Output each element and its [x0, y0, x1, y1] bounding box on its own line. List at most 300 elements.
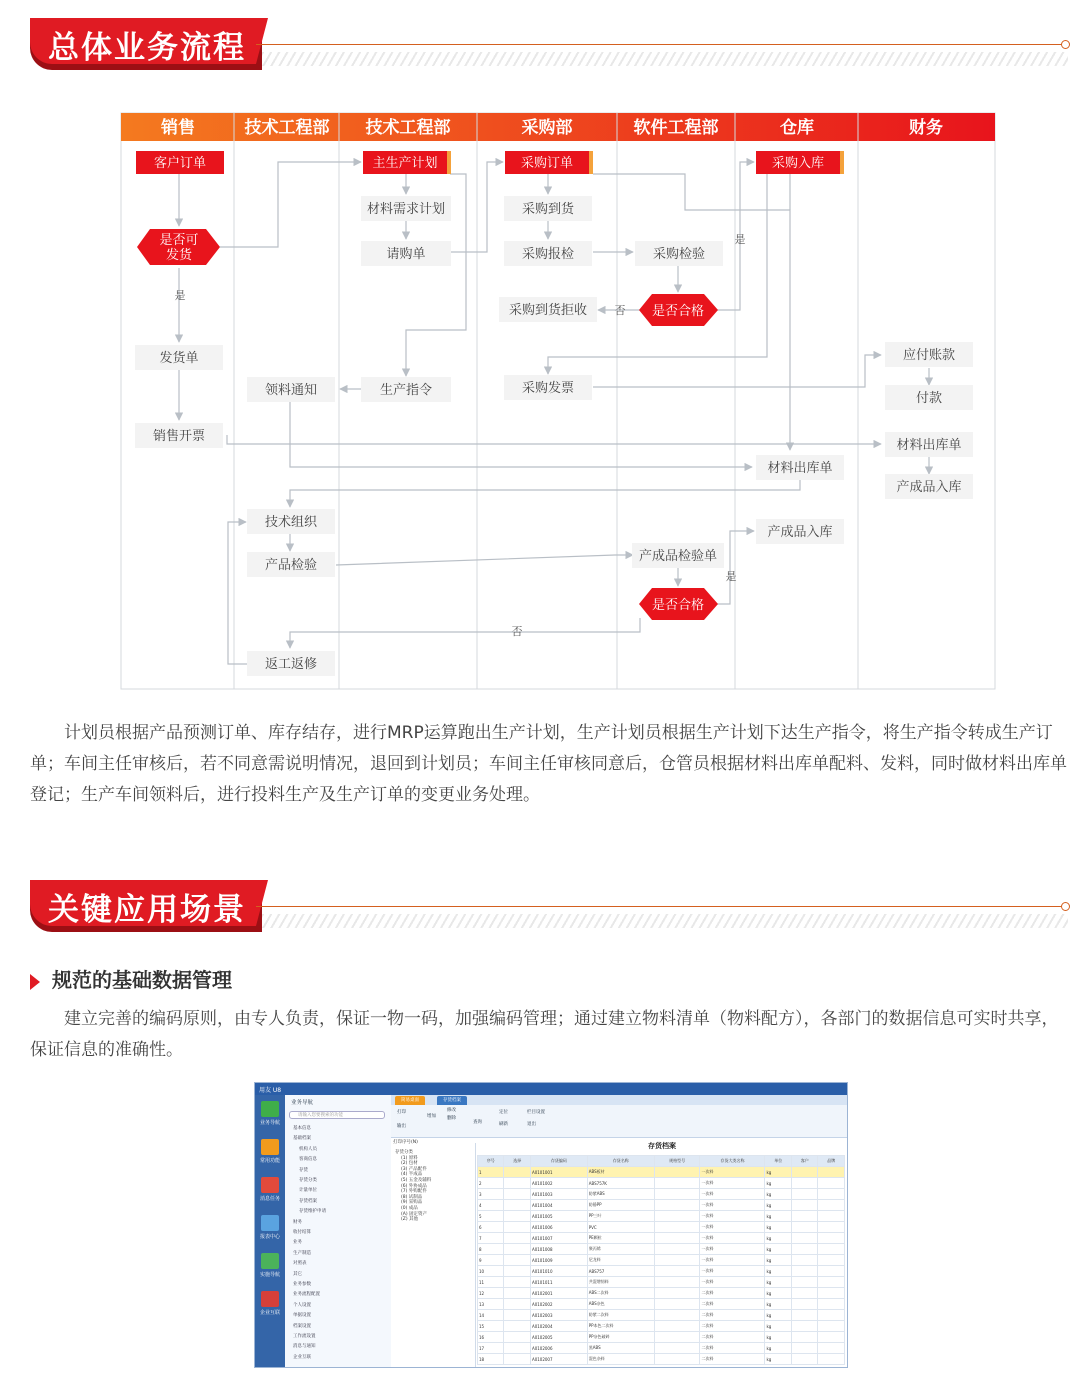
- table-cell: 1: [478, 1167, 504, 1178]
- column-header[interactable]: 品牌: [818, 1156, 845, 1167]
- table-cell: kg: [765, 1321, 791, 1332]
- banner-dot-2: [1061, 902, 1070, 911]
- table-cell: [654, 1222, 700, 1233]
- table-cell: [504, 1288, 530, 1299]
- tree-item[interactable]: (0) 成品: [401, 1206, 418, 1211]
- nav-item[interactable]: 存货维护申请: [299, 1209, 326, 1215]
- node-payable-label: 应付账款: [902, 348, 956, 363]
- table-cell: [818, 1255, 845, 1266]
- table-row[interactable]: [478, 1255, 845, 1266]
- table-cell: kg: [765, 1233, 791, 1244]
- table-cell: [654, 1266, 700, 1277]
- table-cell: 3: [478, 1189, 504, 1200]
- table-cell: [791, 1343, 817, 1354]
- star-icon: [261, 1139, 279, 1155]
- table-cell: kg: [765, 1255, 791, 1266]
- left-item-3-label: 报表中心: [259, 1234, 280, 1240]
- app-tabs: [391, 1095, 847, 1105]
- table-cell: A0102004: [530, 1321, 587, 1332]
- table-cell: 11: [478, 1277, 504, 1288]
- column-header[interactable]: 单位: [765, 1156, 791, 1167]
- table-cell: 一次料: [700, 1222, 765, 1233]
- node-purchase-order-label: 采购订单: [520, 156, 574, 171]
- decision-qualified-2-label: 是否合格: [651, 598, 705, 613]
- table-cell: [791, 1233, 817, 1244]
- column-header[interactable]: 存货名称: [587, 1156, 654, 1167]
- node-purchase-inbound-accent: [840, 151, 844, 174]
- category-tree: [391, 1140, 476, 1367]
- table-cell: [818, 1277, 845, 1288]
- table-cell: [791, 1354, 817, 1365]
- table-cell: 一次料: [700, 1200, 765, 1211]
- table-cell: [791, 1178, 817, 1189]
- nav-item[interactable]: 业务流程配置: [293, 1292, 320, 1298]
- node-master-plan-accent: [447, 151, 451, 174]
- table-cell: [818, 1211, 845, 1222]
- table-cell: [504, 1189, 530, 1200]
- table-cell: [654, 1321, 700, 1332]
- table-cell: 二次料: [700, 1354, 765, 1365]
- left-item-4-label: 实施导航: [259, 1272, 280, 1278]
- table-cell: [654, 1299, 700, 1310]
- software-screenshot: [254, 1082, 848, 1368]
- table-row[interactable]: [478, 1167, 845, 1178]
- table-cell: [791, 1321, 817, 1332]
- table-cell: [818, 1310, 845, 1321]
- tree-item[interactable]: (4) 半成品: [401, 1172, 423, 1178]
- left-item-2[interactable]: [259, 1177, 281, 1205]
- table-cell: [791, 1310, 817, 1321]
- lane-head-warehouse: 仓库: [780, 118, 814, 138]
- lane-head-finance: 财务: [909, 118, 943, 138]
- table-cell: [791, 1167, 817, 1178]
- table-cell: A0102002: [530, 1299, 587, 1310]
- app-left-bar: [255, 1095, 285, 1367]
- toolbar-add[interactable]: 增加: [427, 1114, 436, 1119]
- table-header-row: [478, 1156, 845, 1167]
- table-cell: [818, 1233, 845, 1244]
- node-material-outbound-wh-label: 材料出库单: [767, 461, 833, 476]
- nav-item[interactable]: 生产制造: [293, 1250, 311, 1256]
- table-cell: [791, 1277, 817, 1288]
- column-header[interactable]: 客户: [791, 1156, 817, 1167]
- table-cell: A0102007: [530, 1354, 587, 1365]
- node-master-plan-label: 主生产计划: [372, 156, 438, 171]
- table-row[interactable]: [478, 1332, 845, 1343]
- table-cell: 5: [478, 1211, 504, 1222]
- inventory-grid: [477, 1139, 847, 1367]
- table-cell: [791, 1211, 817, 1222]
- table-cell: [654, 1255, 700, 1266]
- table-cell: 2: [478, 1178, 504, 1189]
- nav-item[interactable]: 财务: [293, 1219, 302, 1225]
- table-row[interactable]: [478, 1211, 845, 1222]
- label-no-qualified-1: 否: [614, 304, 626, 317]
- table-cell: [654, 1343, 700, 1354]
- table-cell: 一次料: [700, 1266, 765, 1277]
- nav-item[interactable]: 存货: [299, 1167, 308, 1173]
- table-cell: 14: [478, 1310, 504, 1321]
- guide-icon: [261, 1253, 279, 1269]
- table-cell: [504, 1233, 530, 1244]
- table-row[interactable]: [478, 1299, 845, 1310]
- inventory-table: [477, 1155, 845, 1365]
- table-cell: [791, 1332, 817, 1343]
- nav-item[interactable]: 消息与通知: [293, 1344, 316, 1350]
- nav-item[interactable]: 机构人员: [299, 1146, 317, 1152]
- left-item-3[interactable]: [259, 1215, 281, 1243]
- lane-head-tech2: 技术工程部: [365, 118, 451, 138]
- table-cell: 一次料: [700, 1211, 765, 1222]
- toolbar-exit[interactable]: 退出: [527, 1122, 536, 1127]
- tree-item[interactable]: (3) 产品配件: [401, 1166, 427, 1172]
- table-cell: [818, 1343, 845, 1354]
- table-cell: [791, 1244, 817, 1255]
- table-cell: A0102006: [530, 1343, 587, 1354]
- app-title-bar: [255, 1083, 847, 1095]
- toolbar-columns[interactable]: 栏目设置: [527, 1110, 545, 1115]
- left-item-0[interactable]: [259, 1101, 281, 1129]
- node-sales-invoice-label: 销售开票: [152, 429, 206, 444]
- table-cell: 17: [478, 1343, 504, 1354]
- table-cell: 防紫ABS: [587, 1189, 654, 1200]
- table-cell: kg: [765, 1299, 791, 1310]
- table-cell: A0101008: [530, 1244, 587, 1255]
- column-header[interactable]: 规格型号: [654, 1156, 700, 1167]
- table-cell: [654, 1288, 700, 1299]
- table-row[interactable]: [478, 1222, 845, 1233]
- tree-item[interactable]: (7) 外购配件: [401, 1189, 427, 1195]
- toolbar-locate[interactable]: 定位: [499, 1110, 508, 1115]
- table-cell: [654, 1277, 700, 1288]
- table-cell: kg: [765, 1167, 791, 1178]
- table-cell: ABS757K: [587, 1178, 654, 1189]
- table-cell: [818, 1266, 845, 1277]
- table-cell: 尼龙料: [587, 1255, 654, 1266]
- node-rework-label: 返工返修: [264, 657, 318, 672]
- section-banner-scenarios: [0, 880, 1080, 942]
- table-cell: A0102001: [530, 1288, 587, 1299]
- table-cell: [818, 1321, 845, 1332]
- tree-title: 打印序号(N): [393, 1140, 418, 1145]
- column-header[interactable]: 选择: [504, 1156, 530, 1167]
- toolbar-query[interactable]: 查询: [473, 1120, 482, 1125]
- table-row[interactable]: [478, 1354, 845, 1365]
- table-cell: 8: [478, 1244, 504, 1255]
- lane-head-sales: 销售: [161, 118, 195, 138]
- table-cell: A0101011: [530, 1277, 587, 1288]
- column-header[interactable]: 序号: [478, 1156, 504, 1167]
- table-cell: A0101007: [530, 1233, 587, 1244]
- decision-can-ship-line2: 发货: [165, 248, 193, 263]
- table-cell: [791, 1189, 817, 1200]
- table-cell: ABS二次料: [587, 1288, 654, 1299]
- table-row[interactable]: [478, 1310, 845, 1321]
- table-row[interactable]: [478, 1233, 845, 1244]
- table-cell: 10: [478, 1266, 504, 1277]
- table-cell: [654, 1354, 700, 1365]
- node-payment-label: 付款: [915, 391, 943, 406]
- node-product-inbound-wh-label: 产成品入库: [767, 525, 833, 540]
- table-cell: 4: [478, 1200, 504, 1211]
- message-icon: [261, 1177, 279, 1193]
- table-cell: kg: [765, 1266, 791, 1277]
- table-cell: [818, 1178, 845, 1189]
- toolbar-delete[interactable]: 删除: [447, 1116, 456, 1121]
- node-product-inspection-label: 产品检验: [264, 558, 318, 573]
- nav-item[interactable]: 存货档案: [299, 1198, 317, 1204]
- table-cell: [504, 1354, 530, 1365]
- nav-item[interactable]: 基本信息: [293, 1126, 311, 1131]
- table-cell: 混色杂料: [587, 1354, 654, 1365]
- table-cell: 二次料: [700, 1332, 765, 1343]
- left-item-5[interactable]: [259, 1291, 281, 1319]
- node-delivery-note-label: 发货单: [159, 351, 199, 366]
- tree-item[interactable]: (9) 采购品: [401, 1200, 423, 1206]
- banner-line-2: [256, 906, 1068, 907]
- node-mrp-label: 材料需求计划: [366, 202, 446, 217]
- toolbar-refresh[interactable]: 刷新: [499, 1122, 508, 1127]
- table-cell: kg: [765, 1244, 791, 1255]
- table-cell: [791, 1255, 817, 1266]
- nav-item[interactable]: 业务参数: [293, 1282, 311, 1287]
- node-purchase-check-label: 采购检验: [652, 247, 706, 262]
- table-cell: [504, 1244, 530, 1255]
- table-cell: [504, 1200, 530, 1211]
- table-row[interactable]: [478, 1266, 845, 1277]
- table-body: [478, 1167, 845, 1365]
- table-cell: 聚丙烯: [587, 1244, 654, 1255]
- subheading-basic-data: [30, 964, 232, 993]
- table-cell: 9: [478, 1255, 504, 1266]
- table-cell: [654, 1233, 700, 1244]
- table-cell: [791, 1299, 817, 1310]
- table-cell: 共混增韧料: [587, 1277, 654, 1288]
- table-cell: [504, 1266, 530, 1277]
- table-cell: kg: [765, 1277, 791, 1288]
- node-purchase-arrival-label: 采购到货: [521, 202, 575, 217]
- node-material-notice-label: 领料通知: [264, 383, 318, 398]
- table-cell: [654, 1310, 700, 1321]
- table-cell: 13: [478, 1299, 504, 1310]
- node-purchase-invoice-label: 采购发票: [521, 381, 575, 396]
- table-cell: 防静PP: [587, 1200, 654, 1211]
- table-cell: A0101003: [530, 1189, 587, 1200]
- table-cell: [818, 1288, 845, 1299]
- table-cell: 二次料: [700, 1310, 765, 1321]
- nav-item[interactable]: 业务: [293, 1240, 302, 1246]
- nav-item[interactable]: 基础档案: [293, 1136, 311, 1142]
- table-cell: [818, 1332, 845, 1343]
- table-cell: A0101009: [530, 1255, 587, 1266]
- table-cell: [818, 1222, 845, 1233]
- subheading-text: 规范的基础数据管理: [52, 968, 232, 992]
- lane-head-purchase: 采购部: [521, 118, 573, 138]
- table-cell: kg: [765, 1211, 791, 1222]
- tree-item[interactable]: (8) 试制品: [401, 1194, 423, 1200]
- table-row[interactable]: [478, 1343, 845, 1354]
- table-cell: kg: [765, 1178, 791, 1189]
- nav-item[interactable]: 存货分类: [299, 1178, 317, 1183]
- table-cell: [791, 1266, 817, 1277]
- tab-desktop[interactable]: 简易桌面: [395, 1096, 425, 1105]
- node-production-order-label: 生产指令: [379, 383, 433, 398]
- table-cell: [504, 1178, 530, 1189]
- left-item-2-label: 消息任务: [259, 1196, 280, 1202]
- table-cell: [504, 1255, 530, 1266]
- paragraph-basic-data: 建立完善的编码原则，由专人负责，保证一物一码，加强编码管理；通过建立物料清单（物料配方），各部门的数据信息可实时共享，保证信息的准确性。: [30, 1009, 1059, 1060]
- table-cell: 二次料: [700, 1321, 765, 1332]
- table-cell: [818, 1189, 845, 1200]
- table-cell: [654, 1244, 700, 1255]
- table-cell: PP本色二次料: [587, 1321, 654, 1332]
- app-main: [391, 1095, 847, 1367]
- left-item-4[interactable]: [259, 1253, 281, 1281]
- table-cell: A0101001: [530, 1167, 587, 1178]
- table-cell: [818, 1354, 845, 1365]
- section-title-process: 总体业务流程: [48, 30, 246, 66]
- table-cell: ABS杂色: [587, 1299, 654, 1310]
- table-cell: [791, 1288, 817, 1299]
- toolbar-edit[interactable]: 修改: [447, 1108, 456, 1113]
- table-cell: [504, 1277, 530, 1288]
- tree-item[interactable]: (2) 包材: [401, 1161, 418, 1167]
- table-cell: kg: [765, 1288, 791, 1299]
- table-cell: PVC: [587, 1222, 654, 1233]
- table-row[interactable]: [478, 1178, 845, 1189]
- tree-item[interactable]: (Z) 其他: [401, 1217, 419, 1223]
- tree-item[interactable]: (A) 固定资产: [401, 1211, 428, 1217]
- table-cell: [654, 1332, 700, 1343]
- table-cell: [654, 1189, 700, 1200]
- tree-item[interactable]: (6) 外协成品: [401, 1183, 427, 1189]
- nav-item[interactable]: 其它: [293, 1271, 302, 1277]
- table-cell: [818, 1200, 845, 1211]
- table-row[interactable]: [478, 1200, 845, 1211]
- connect-icon: [261, 1291, 279, 1307]
- nav-item[interactable]: 企业互联: [293, 1354, 311, 1360]
- node-material-outbound-fin-label: 材料出库单: [896, 438, 962, 453]
- toolbar-print[interactable]: 打印: [397, 1110, 406, 1115]
- table-cell: [504, 1310, 530, 1321]
- table-cell: ABS757: [587, 1266, 654, 1277]
- toolbar-export[interactable]: 输出: [397, 1124, 406, 1129]
- table-cell: 一次料: [700, 1244, 765, 1255]
- table-cell: [504, 1343, 530, 1354]
- tree-item[interactable]: (5) 五金及辅料: [401, 1178, 432, 1183]
- table-cell: 一次料: [700, 1277, 765, 1288]
- left-item-0-label: 业务导航: [259, 1120, 280, 1126]
- tree-item[interactable]: 存货分类: [395, 1150, 413, 1155]
- table-row[interactable]: [478, 1277, 845, 1288]
- node-tech-org-label: 技术组织: [264, 515, 318, 530]
- table-row[interactable]: [478, 1189, 845, 1200]
- decision-can-ship-line1: 是否可: [159, 233, 199, 248]
- grid-icon: [261, 1101, 279, 1117]
- nav-item[interactable]: 档案设置: [293, 1323, 311, 1329]
- table-cell: A0102003: [530, 1310, 587, 1321]
- tab-inventory[interactable]: 存货档案: [437, 1096, 467, 1105]
- decision-qualified-1-label: 是否合格: [651, 304, 705, 319]
- table-cell: [504, 1222, 530, 1233]
- nav-item[interactable]: 单据设置: [293, 1313, 311, 1319]
- table-cell: kg: [765, 1200, 791, 1211]
- table-cell: [654, 1211, 700, 1222]
- banner-pattern-2: [262, 914, 1068, 928]
- left-item-1-label: 常用功能: [259, 1158, 280, 1164]
- table-cell: PP杂色破碎: [587, 1332, 654, 1343]
- table-row[interactable]: [478, 1321, 845, 1332]
- table-cell: 防紫二次料: [587, 1310, 654, 1321]
- table-cell: [654, 1167, 700, 1178]
- nav-search-input[interactable]: 请输入您要搜索的功能: [289, 1111, 385, 1119]
- table-cell: [504, 1211, 530, 1222]
- table-row[interactable]: [478, 1244, 845, 1255]
- table-cell: 二次料: [700, 1299, 765, 1310]
- table-cell: A0101006: [530, 1222, 587, 1233]
- label-yes-qualified-1: 是: [734, 233, 746, 246]
- table-cell: A0101004: [530, 1200, 587, 1211]
- table-cell: A0101002: [530, 1178, 587, 1189]
- node-purchase-order-accent: [589, 151, 593, 174]
- table-cell: 二次料: [700, 1343, 765, 1354]
- table-cell: kg: [765, 1310, 791, 1321]
- node-purchase-report-label: 采购报检: [521, 247, 575, 262]
- lane-head-tech1: 技术工程部: [244, 118, 330, 138]
- table-cell: 6: [478, 1222, 504, 1233]
- table-cell: [654, 1178, 700, 1189]
- label-no-qualified-2: 否: [511, 625, 523, 638]
- table-cell: [818, 1299, 845, 1310]
- nav-item[interactable]: 对照表: [293, 1261, 307, 1267]
- nav-item[interactable]: 工作流设置: [293, 1334, 316, 1339]
- app-nav-pane: [285, 1095, 392, 1367]
- app-toolbar: [391, 1105, 847, 1138]
- nav-item[interactable]: 计量单位: [299, 1188, 317, 1194]
- table-cell: ABS板材: [587, 1167, 654, 1178]
- table-cell: PE颗粒: [587, 1233, 654, 1244]
- bullet-arrow-icon: [30, 974, 40, 990]
- nav-item[interactable]: 客商信息: [299, 1157, 317, 1163]
- report-icon: [261, 1215, 279, 1231]
- node-product-inbound-fin-label: 产成品入库: [896, 480, 962, 495]
- column-header[interactable]: 存货编码: [530, 1156, 587, 1167]
- tree-item[interactable]: (1) 原料: [401, 1155, 418, 1161]
- table-cell: 二次料: [700, 1288, 765, 1299]
- table-cell: kg: [765, 1354, 791, 1365]
- lane-head-software: 软件工程部: [633, 118, 719, 138]
- table-cell: 一次料: [700, 1189, 765, 1200]
- table-cell: A0101005: [530, 1211, 587, 1222]
- left-item-1[interactable]: [259, 1139, 281, 1167]
- table-cell: kg: [765, 1343, 791, 1354]
- table-cell: 16: [478, 1332, 504, 1343]
- column-header[interactable]: 存货大类名称: [700, 1156, 765, 1167]
- table-cell: [504, 1321, 530, 1332]
- table-cell: PP三叶: [587, 1211, 654, 1222]
- node-purchase-inbound-label: 采购入库: [771, 156, 825, 171]
- section-title-scenarios: 关键应用场景: [48, 892, 246, 928]
- table-cell: [504, 1299, 530, 1310]
- table-cell: [504, 1332, 530, 1343]
- table-row[interactable]: [478, 1288, 845, 1299]
- left-item-5-label: 企业互联: [259, 1310, 280, 1316]
- nav-item[interactable]: 收付结算: [293, 1230, 311, 1235]
- nav-item[interactable]: 个人设置: [293, 1302, 311, 1308]
- table-cell: 黑ABS: [587, 1343, 654, 1354]
- nav-title: 业务导航: [291, 1100, 314, 1106]
- table-cell: 一次料: [700, 1255, 765, 1266]
